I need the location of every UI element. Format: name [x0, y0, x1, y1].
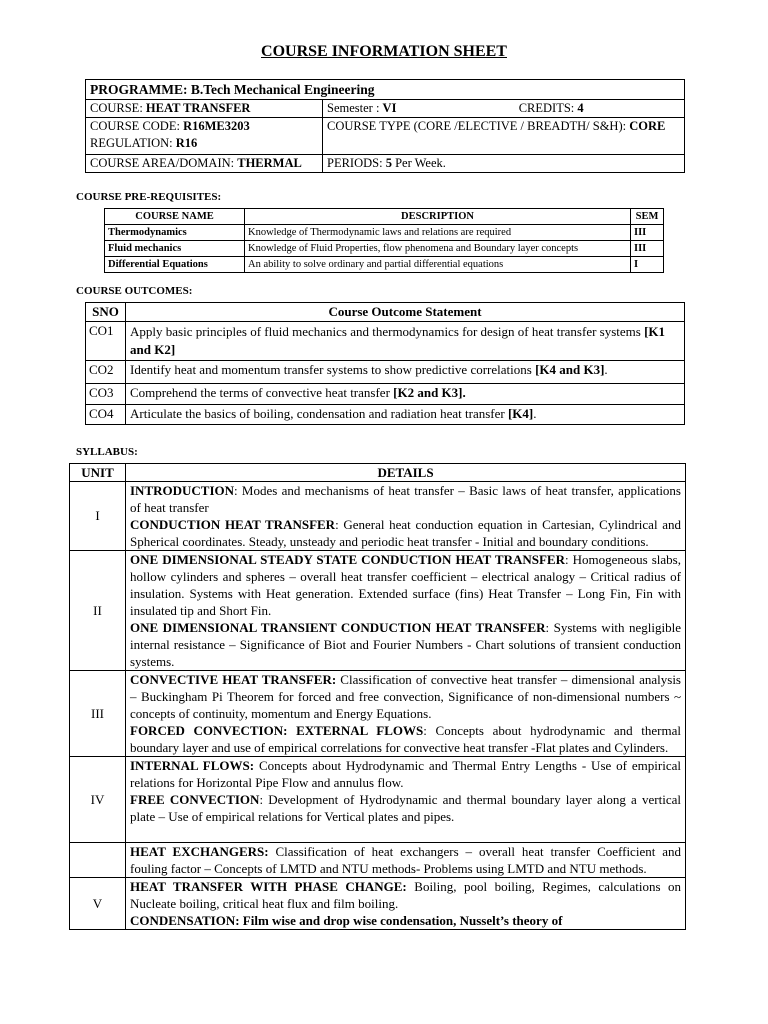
table-row: CO4 Articulate the basics of boiling, condensation and radiation heat transfer [K4].	[86, 405, 685, 425]
table-row: CO2 Identify heat and momentum transfer systems to show predictive correlations [K4 and K3].	[86, 361, 685, 384]
table-row: III CONVECTIVE HEAT TRANSFER: Classification of convective heat transfer – dimensional analysis – Buckingham Pi Theorem for forced and free convection, Significance of non-dimensional numbers ~ concepts of continuity, momentum and Energy Equations. FORCED CONVECTION: EXTERNAL FLOWS: Concepts about hydrodynamic and thermal boundary layer and use of empirical correlations for convective heat transfer -Flat plates and Cylinders.	[70, 671, 686, 757]
course-cell: COURSE: HEAT TRANSFER	[86, 100, 323, 118]
course-area-cell: COURSE AREA/DOMAIN: THERMAL	[86, 155, 323, 173]
programme-table	[85, 79, 685, 173]
course-code-cell: COURSE CODE: R16ME3203 REGULATION: R16	[86, 118, 323, 155]
prerequisites-label: COURSE PRE-REQUISITES:	[76, 191, 222, 203]
table-header-row: COURSE NAME DESCRIPTION SEM	[105, 209, 664, 225]
table-row: V HEAT TRANSFER WITH PHASE CHANGE: Boiling, pool boiling, Regimes, calculations on Nucleate boiling, critical heat flux and film boiling. CONDENSATION: Film wise and drop wise condensation, Nusselt’s theory of	[70, 878, 686, 930]
prerequisites-table	[104, 208, 664, 273]
table-header-row: UNIT DETAILS	[70, 464, 686, 482]
table-header-row: SNO Course Outcome Statement	[86, 303, 685, 322]
table-row: Thermodynamics Knowledge of Thermodynamic laws and relations are required III	[105, 225, 664, 241]
periods-cell: PERIODS: 5 Per Week.	[323, 155, 685, 173]
programme-row: PROGRAMME: B.Tech Mechanical Engineering	[86, 80, 685, 100]
table-row: CO1 Apply basic principles of fluid mechanics and thermodynamics for design of heat transfer systems [K1 and K2]	[86, 322, 685, 361]
table-row: Fluid mechanics Knowledge of Fluid Properties, flow phenomena and Boundary layer concepts III	[105, 241, 664, 257]
page-title: COURSE INFORMATION SHEET	[261, 43, 507, 60]
table-row: Differential Equations An ability to solve ordinary and partial differential equations I	[105, 257, 664, 273]
table-row: IV INTERNAL FLOWS: Concepts about Hydrodynamic and Thermal Entry Lengths - Use of empirical relations for Horizontal Pipe Flow and annulus flow. FREE CONVECTION: Development of Hydrodynamic and thermal boundary layer along a vertical plate – Use of empirical relations for Vertical plates and pipes.	[70, 757, 686, 843]
semester-credits-cell: Semester : VI CREDITS: 4	[323, 100, 685, 118]
outcomes-table	[85, 302, 685, 425]
course-type-cell: COURSE TYPE (CORE /ELECTIVE / BREADTH/ S&H): CORE	[323, 118, 685, 155]
table-row: HEAT EXCHANGERS: Classification of heat exchangers – overall heat transfer Coefficient and fouling factor – Concepts of LMTD and NTU methods- Problems using LMTD and NTU methods.	[70, 843, 686, 878]
table-row: CO3 Comprehend the terms of convective heat transfer [K2 and K3].	[86, 384, 685, 405]
syllabus-table	[69, 463, 686, 930]
table-row: I INTRODUCTION: Modes and mechanisms of heat transfer – Basic laws of heat transfer, applications of heat transfer CONDUCTION HEAT TRANSFER: General heat conduction equation in Cartesian, Cylindrical and Spherical coordinates. Steady, unsteady and periodic heat transfer - Initial and boundary conditions.	[70, 482, 686, 551]
outcomes-label: COURSE OUTCOMES:	[76, 285, 193, 297]
table-row: II ONE DIMENSIONAL STEADY STATE CONDUCTION HEAT TRANSFER: Homogeneous slabs, hollow cylinders and spheres – overall heat transfer coefficient – electrical analogy – Critical radius of insulation. Systems with Heat generation. Extended surface (fins) Heat Transfer – Long Fin, Fin with insulated tip and Short Fin. ONE DIMENSIONAL TRANSIENT CONDUCTION HEAT TRANSFER: Systems with negligible internal resistance – Significance of Biot and Fourier Numbers - Chart solutions of transient conduction systems.	[70, 551, 686, 671]
syllabus-label: SYLLABUS:	[76, 446, 138, 458]
